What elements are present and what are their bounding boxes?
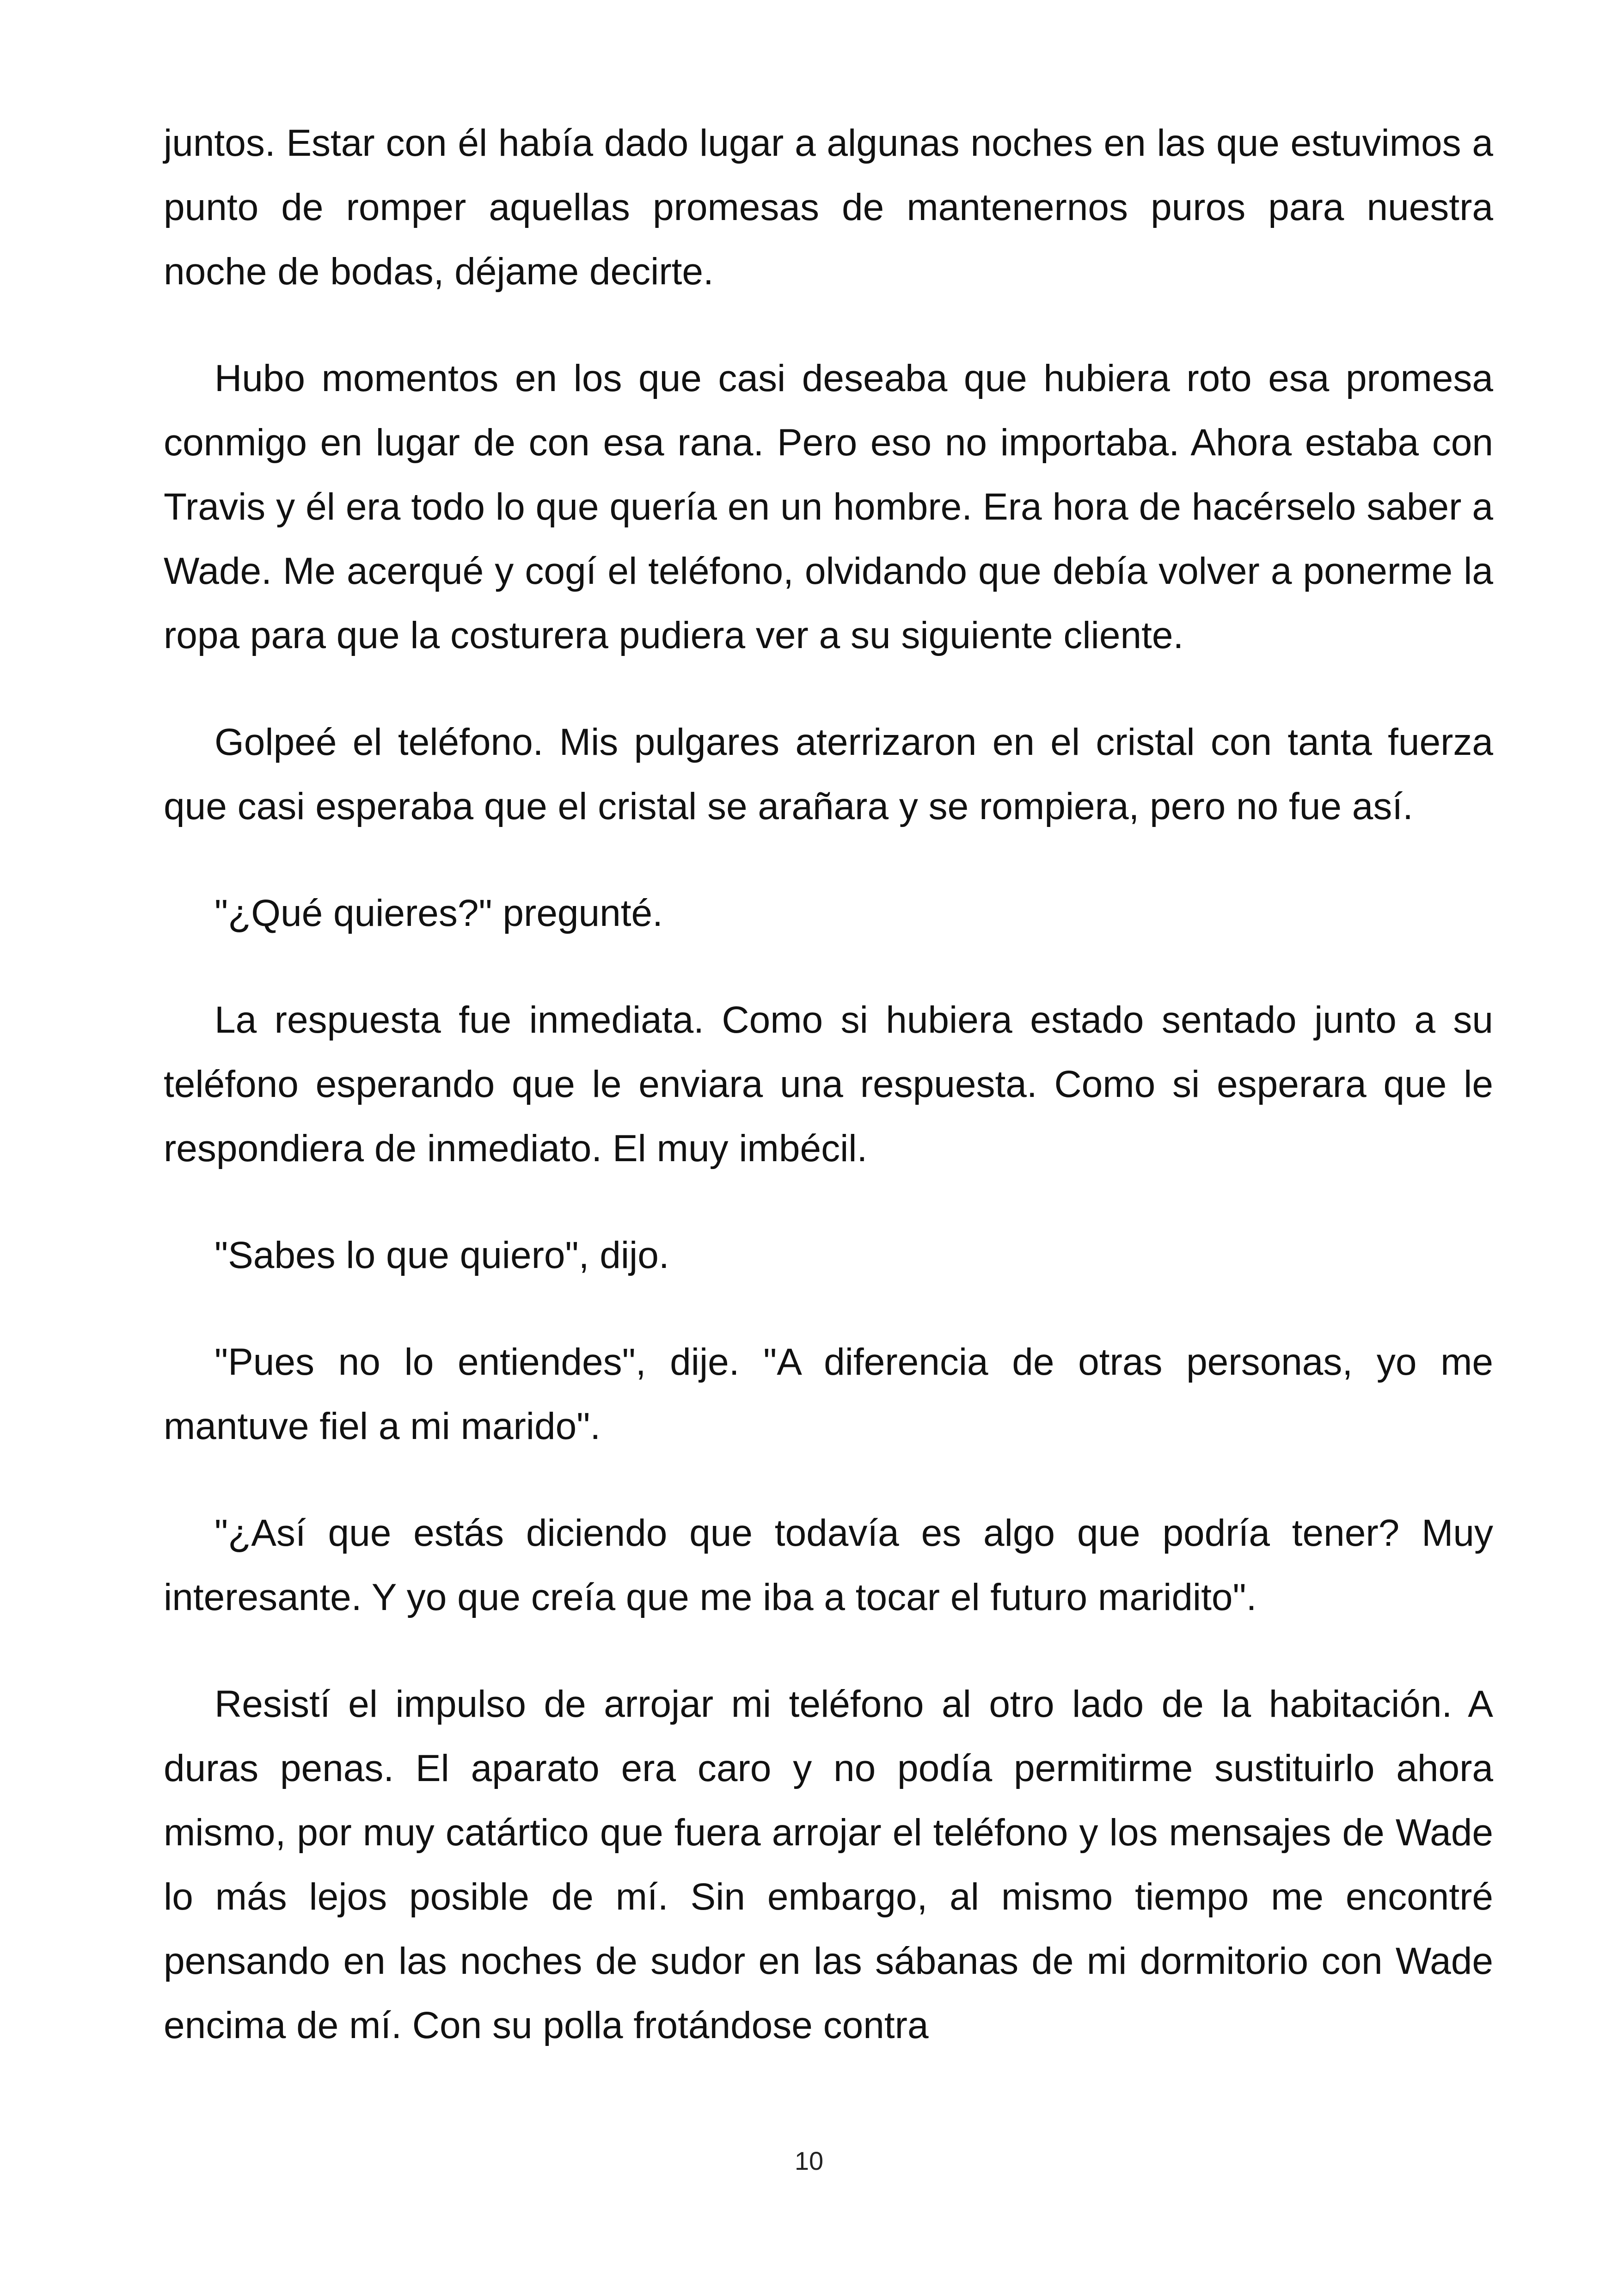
paragraph-8: "¿Así que estás diciendo que todavía es algo que podría tener? Muy interesante. Y yo que creía que me iba a tocar el futuro maridito". <box>164 1512 1493 1618</box>
paragraph-6: "Sabes lo que quiero", dijo. <box>215 1234 669 1276</box>
paragraph-7: "Pues no lo entiendes", dije. "A diferencia de otras personas, yo me mantuve fiel a mi marido". <box>164 1341 1493 1447</box>
paragraph-5: La respuesta fue inmediata. Como si hubiera estado sentado junto a su teléfono esperando que le enviara una respuesta. Como si esperara que le respondiera de inmediato. El muy imbécil. <box>164 999 1493 1169</box>
paragraph-2: Hubo momentos en los que casi deseaba que hubiera roto esa promesa conmigo en lugar de con esa rana. Pero eso no importaba. Ahora estaba con Travis y él era todo lo que quería en un hombre. Era hora de hacérselo saber a Wade. Me acerqué y cogí el teléfono, olvidando que debía volver a ponerme la ropa para que la costurera pudiera ver a su siguiente cliente. <box>164 357 1493 656</box>
paragraph-1: juntos. Estar con él había dado lugar a algunas noches en las que estuvimos a punto de romper aquellas promesas de mantenernos puros para nuestra noche de bodas, déjame decirte. <box>164 122 1493 293</box>
paragraph-4: "¿Qué quieres?" pregunté. <box>215 892 663 934</box>
page-body <box>164 111 1493 2100</box>
paragraph-3: Golpeé el teléfono. Mis pulgares aterrizaron en el cristal con tanta fuerza que casi esperaba que el cristal se arañara y se rompiera, pero no fue así. <box>164 721 1493 827</box>
paragraph-9: Resistí el impulso de arrojar mi teléfono al otro lado de la habitación. A duras penas. El aparato era caro y no podía permitirme sustituirlo ahora mismo, por muy catártico que fuera arrojar el teléfono y los mensajes de Wade lo más lejos posible de mí. Sin embargo, al mismo tiempo me encontré pensando en las noches de sudor en las sábanas de mi dormitorio con Wade encima de mí. Con su polla frotándose contra <box>164 1683 1493 2046</box>
page-number: 10 <box>794 2146 824 2175</box>
